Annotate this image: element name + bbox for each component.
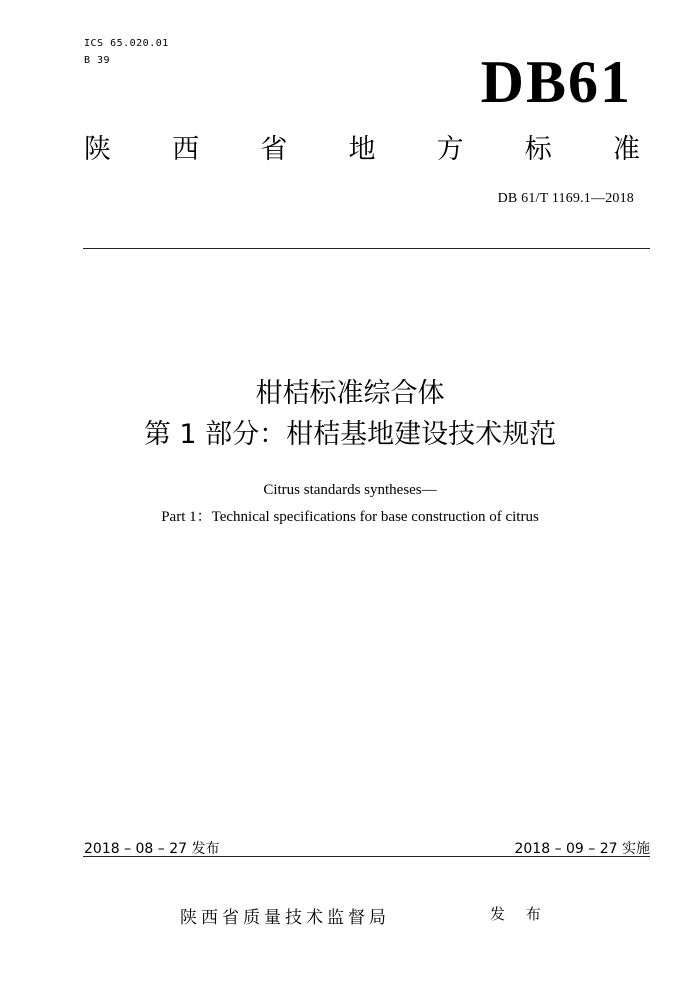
standard-type-char: 准 [612,134,640,165]
standard-type-heading [84,136,640,163]
implementation-date: 2018 – 09 – 27 实施 [514,841,650,857]
standard-logo: DB61 [480,49,632,115]
standard-number: DB 61/T 1169.1—2018 [497,191,634,206]
issue-label: 发 布 [490,905,549,923]
ccs-code: B 39 [84,55,111,66]
standard-type-char: 西 [172,134,200,165]
ics-code: ICS 65.020.01 [84,38,169,49]
chinese-title-line-1: 柑桔标准综合体 [255,378,445,409]
english-title-line-2: Part 1：Technical specifications for base construction of citrus [161,509,539,525]
issue-date: 2018 – 08 – 27 发布 [84,841,220,857]
standard-type-char: 方 [436,134,464,165]
standard-type-char: 陕 [84,134,111,165]
chinese-title-line-2: 第 1 部分：柑桔基地建设技术规范 [143,419,557,450]
bottom-divider [83,856,650,857]
standard-type-char: 标 [524,134,552,165]
standard-type-char: 地 [348,134,376,165]
top-divider [83,248,650,249]
standard-type-char: 省 [260,134,288,165]
english-title-line-1: Citrus standards syntheses— [263,482,437,498]
issuing-authority: 陕西省质量技术监督局 [180,908,390,928]
